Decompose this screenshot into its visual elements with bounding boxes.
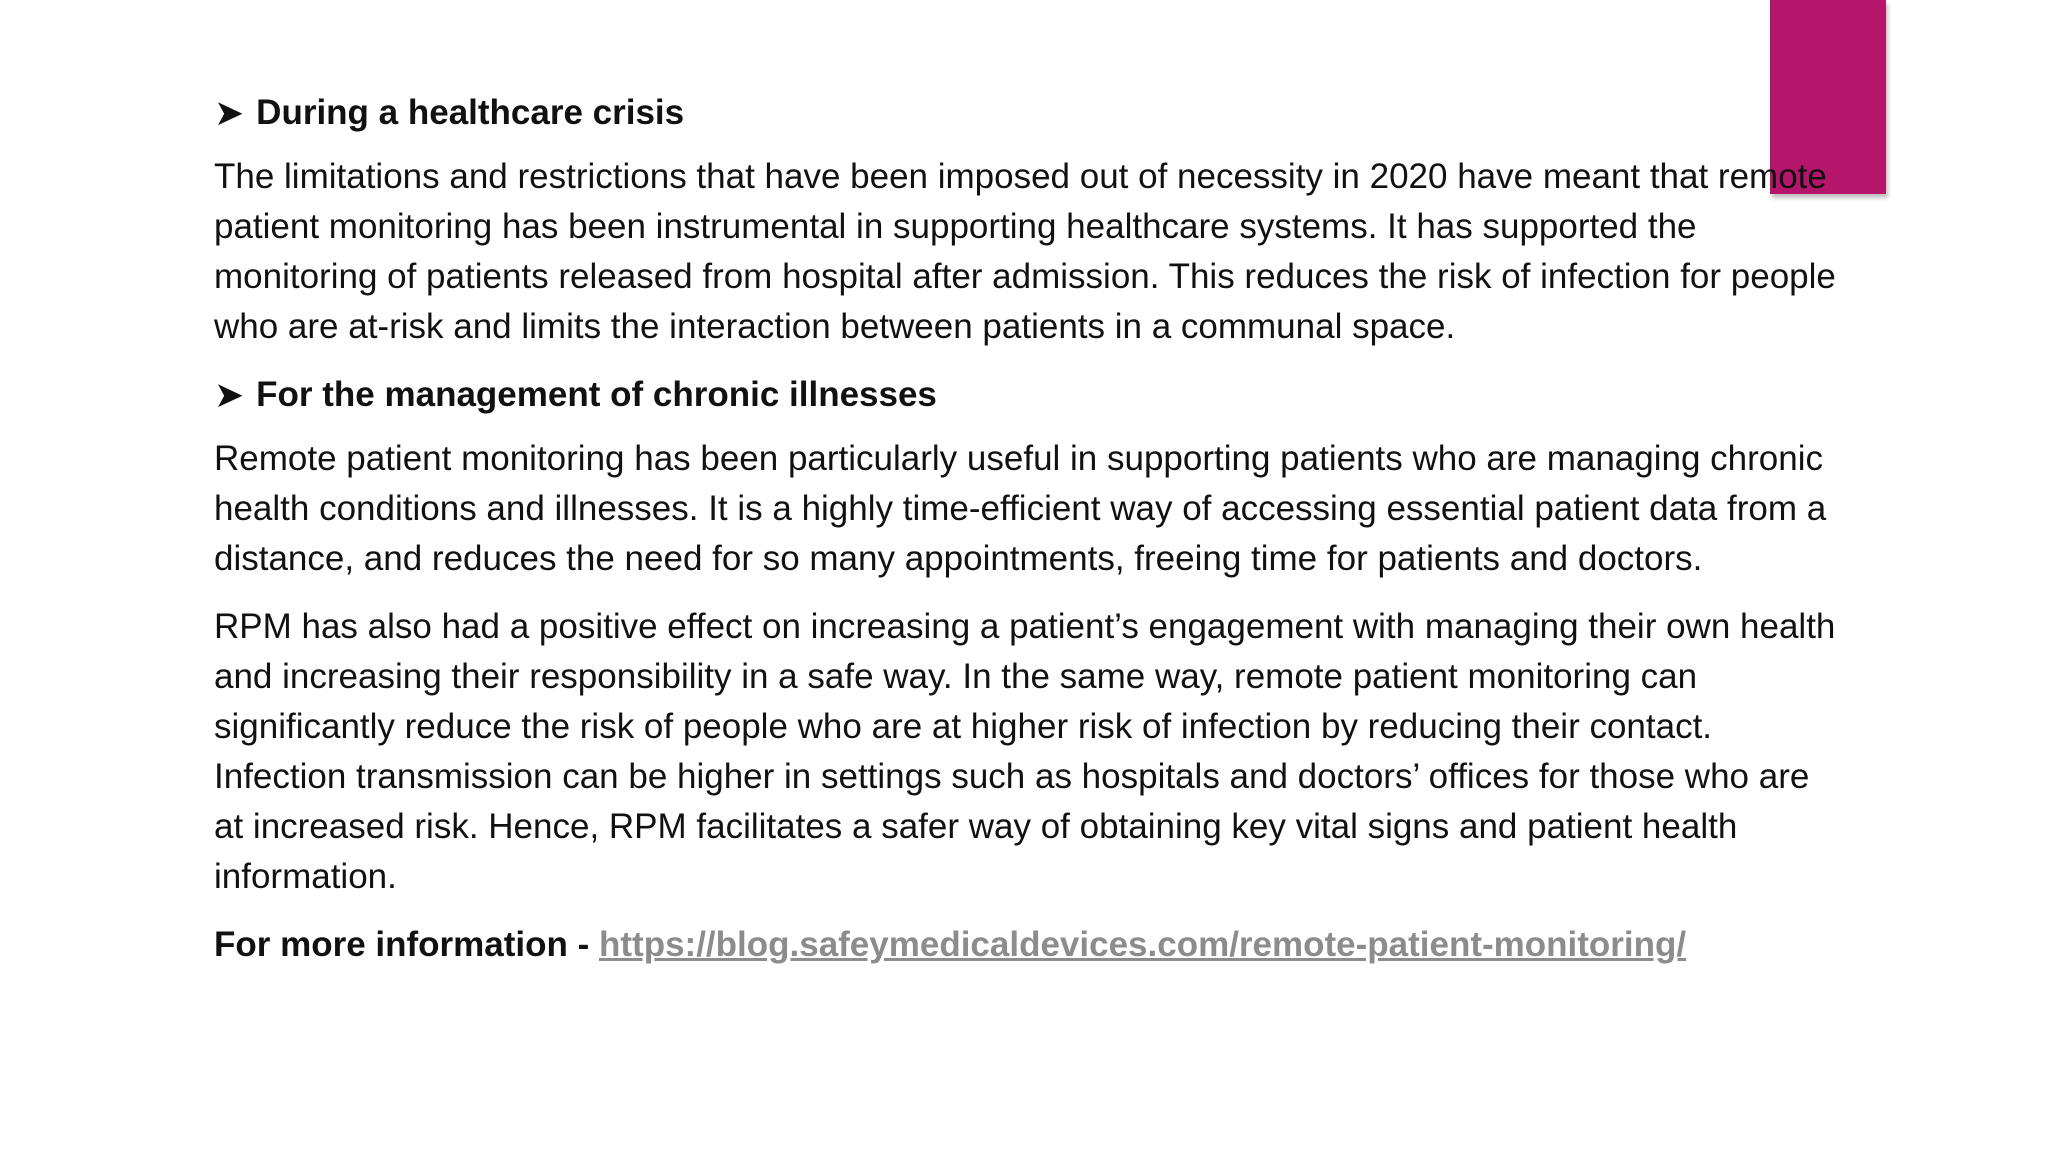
heading-text: For the management of chronic illnesses (256, 375, 937, 414)
more-information-link[interactable]: https://blog.safeymedicaldevices.com/remote-patient-monitoring/ (599, 925, 1687, 964)
paragraph-healthcare-crisis: The limitations and restrictions that have been imposed out of necessity in 2020 have meant that remote patient monitoring has been instrumental in supporting healthcare systems. It has supported the monitoring of patients released from hospital after admission. This reduces the risk of infection for people who are at-risk and limits the interaction between patients in a communal space. (214, 157, 1836, 346)
more-information-label: For more information - (214, 925, 599, 964)
arrowhead-right-icon: ➤ (214, 92, 245, 133)
section-heading-chronic-illnesses (214, 370, 1844, 420)
paragraph-chronic-illnesses-1: Remote patient monitoring has been particularly useful in supporting patients who are managing chronic health conditions and illnesses. It is a highly time-efficient way of accessing essential patient data from a distance, and reduces the need for so many appointments, freeing time for patients and doctors. (214, 439, 1827, 578)
more-information (214, 920, 1844, 970)
arrowhead-right-icon: ➤ (214, 374, 245, 415)
paragraph-chronic-illnesses-2: RPM has also had a positive effect on increasing a patient’s engagement with managing their own health and increasing their responsibility in a safe way. In the same way, remote patient monitoring can significantly reduce the risk of people who are at higher risk of infection by reducing their contact. Infection transmission can be higher in settings such as hospitals and doctors’ offices for those who are at increased risk. Hence, RPM facilitates a safer way of obtaining key vital signs and patient health information. (214, 607, 1836, 896)
section-heading-healthcare-crisis (214, 88, 1844, 138)
slide-content (214, 88, 1844, 970)
heading-text: During a healthcare crisis (256, 93, 685, 132)
